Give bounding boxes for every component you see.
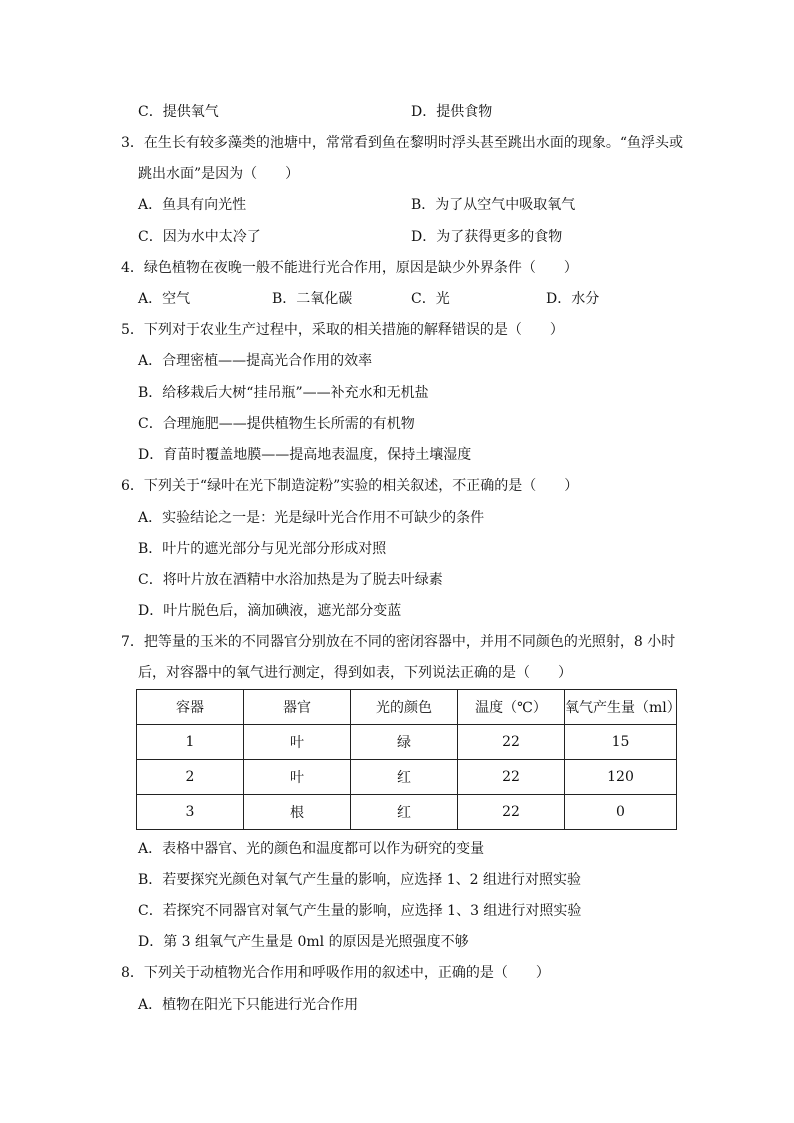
q4-option-c: C．光 xyxy=(411,291,450,307)
q5-stem: 5．下列对于农业生产过程中，采取的相关措施的解释错误的是（ ） xyxy=(121,322,564,338)
q7-option-a: A．表格中器官、光的颜色和温度都可以作为研究的变量 xyxy=(138,841,485,857)
q4-stem: 4．绿色植物在夜晚一般不能进行光合作用，原因是缺少外界条件（ ） xyxy=(121,260,578,276)
table-header-row xyxy=(137,690,677,725)
table-cell: 绿 xyxy=(351,725,458,760)
q3-stem-line2: 跳出水面”是因为（ ） xyxy=(138,166,300,182)
table-header-cell: 光的颜色 xyxy=(351,690,458,725)
q3-option-c: C．因为水中太冷了 xyxy=(138,229,261,245)
table-cell: 红 xyxy=(351,760,458,795)
q6-option-b: B．叶片的遮光部分与见光部分形成对照 xyxy=(138,541,387,557)
q4-option-a: A．空气 xyxy=(138,291,191,307)
q7-stem-line1: 7．把等量的玉米的不同器官分别放在不同的密闭容器中，并用不同颜色的光照射，8 小时 xyxy=(121,634,676,650)
q3-option-d: D．为了获得更多的食物 xyxy=(411,229,563,245)
q3-stem-line1: 3．在生长有较多藻类的池塘中，常常看到鱼在黎明时浮头甚至跳出水面的现象。“鱼浮头或 xyxy=(121,135,684,151)
q7-stem-line2: 后，对容器中的氧气进行测定，得到如表，下列说法正确的是（ ） xyxy=(138,665,572,681)
table-row xyxy=(137,795,677,830)
table-header-cell: 器官 xyxy=(244,690,351,725)
q4-option-b: B．二氧化碳 xyxy=(272,291,353,307)
table-cell: 叶 xyxy=(244,725,351,760)
q3-option-b: B．为了从空气中吸取氧气 xyxy=(411,197,576,213)
q4-option-d: D．水分 xyxy=(546,291,600,307)
table-header-cell: 温度（℃） xyxy=(458,690,565,725)
table-cell: 1 xyxy=(137,725,244,760)
q5-option-b: B．给移栽后大树“挂吊瓶”——补充水和无机盐 xyxy=(138,385,429,401)
table-header-cell: 氧气产生量（ml） xyxy=(565,690,677,725)
q5-option-d: D．育苗时覆盖地膜——提高地表温度，保持土壤湿度 xyxy=(138,447,472,463)
q7-option-c: C．若探究不同器官对氧气产生量的影响，应选择 1、3 组进行对照实验 xyxy=(138,903,582,919)
q2-option-c: C．提供氧气 xyxy=(138,104,219,120)
q6-option-d: D．叶片脱色后，滴加碘液，遮光部分变蓝 xyxy=(138,603,402,619)
q6-option-c: C．将叶片放在酒精中水浴加热是为了脱去叶绿素 xyxy=(138,572,443,588)
table-cell: 22 xyxy=(458,760,565,795)
table-cell: 3 xyxy=(137,795,244,830)
table-cell: 22 xyxy=(458,725,565,760)
table-cell: 15 xyxy=(565,725,677,760)
q5-option-c: C．合理施肥——提供植物生长所需的有机物 xyxy=(138,416,415,432)
table-cell: 120 xyxy=(565,760,677,795)
q5-option-a: A．合理密植——提高光合作用的效率 xyxy=(138,353,373,369)
table-cell: 红 xyxy=(351,795,458,830)
table-row xyxy=(137,760,677,795)
table-cell: 根 xyxy=(244,795,351,830)
table-cell: 22 xyxy=(458,795,565,830)
table-cell: 2 xyxy=(137,760,244,795)
table-cell: 0 xyxy=(565,795,677,830)
q8-option-a: A．植物在阳光下只能进行光合作用 xyxy=(138,997,359,1013)
table-row xyxy=(137,725,677,760)
q3-option-a: A．鱼具有向光性 xyxy=(138,197,247,213)
q8-stem: 8．下列关于动植物光合作用和呼吸作用的叙述中，正确的是（ ） xyxy=(121,965,550,981)
table-header-cell: 容器 xyxy=(137,690,244,725)
oxygen-data-table xyxy=(136,689,681,830)
q7-option-b: B．若要探究光颜色对氧气产生量的影响，应选择 1、2 组进行对照实验 xyxy=(138,872,582,888)
q7-option-d: D．第 3 组氧气产生量是 0ml 的原因是光照强度不够 xyxy=(138,934,469,950)
q6-stem: 6．下列关于“绿叶在光下制造淀粉”实验的相关叙述，不正确的是（ ） xyxy=(121,478,579,494)
q6-option-a: A．实验结论之一是：光是绿叶光合作用不可缺少的条件 xyxy=(138,510,485,526)
q2-option-d: D．提供食物 xyxy=(411,104,493,120)
table-cell: 叶 xyxy=(244,760,351,795)
